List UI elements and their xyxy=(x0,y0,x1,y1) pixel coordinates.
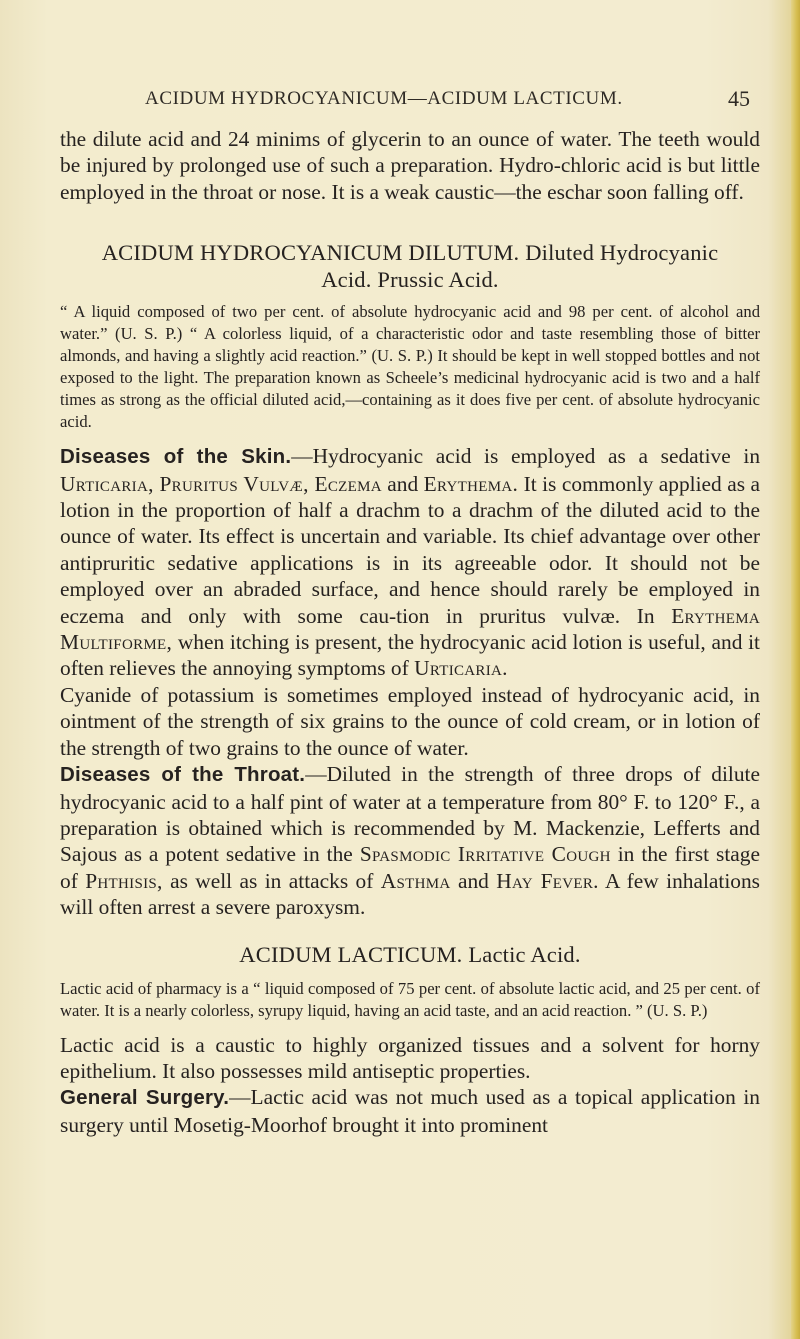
subheading-throat: Diseases of the Throat. xyxy=(60,763,306,787)
lactic-pharmacopoeia-note: Lactic acid of pharmacy is a “ liquid composed of 75 per cent. of absolute lactic acid, and 25 per cent. of water. It is a nearly colorless, syrupy liquid, having an acid taste, and an acid reaction. ” (U. S. P.) xyxy=(60,978,760,1020)
throat-diseases-paragraph xyxy=(60,761,760,920)
lactic-paragraph: Lactic acid is a caustic to highly organized tissues and a solvent for horny epithelium. It also possesses mild antiseptic properties. xyxy=(60,1032,760,1083)
section-title-line: Acid. Prussic Acid. xyxy=(321,267,499,293)
text-run: —Hydrocyanic acid is employed as a sedative in xyxy=(291,444,761,469)
page-edge xyxy=(791,0,800,1339)
skin-diseases-paragraph xyxy=(60,443,760,682)
section-title-lactic: ACIDUM LACTICUM. Lactic Acid. xyxy=(239,941,581,967)
term-conditions: Urticaria, Pruritus Vulvæ, Eczema xyxy=(60,471,382,496)
text-run: when itching is present, the hydrocyanic acid lotion is useful, and it often relieves the annoying symptoms of xyxy=(60,630,760,681)
term-urticaria: Urticaria. xyxy=(414,656,508,681)
term-erythema: Erythema. xyxy=(423,471,519,496)
text-run: and xyxy=(450,868,497,893)
section-title-hydrocyanic xyxy=(60,239,760,293)
page-number: 45 xyxy=(728,86,750,111)
page-header xyxy=(60,88,750,114)
section-title-line: ACIDUM HYDROCYANICUM DILUTUM. Diluted Hydrocyanic xyxy=(101,240,719,266)
term-spasmodic-cough: Spasmodic Irritative Cough xyxy=(359,842,611,867)
text-run: as well as in attacks of xyxy=(162,868,381,893)
text-run: It is commonly applied as a lotion in the proportion of half a drachm to a drachm of the diluted acid to the ounce of water. Its effect is uncertain and variable. Its chief advantage over other antipruritic sedative applications is in its agreeable odor. It should not be employed over an abraded surface, and hence should rarely be employed in eczema and only with some cau-tion in pruritus vulvæ. In xyxy=(60,471,760,628)
text-run: A few inhalations will often arrest a severe paroxysm. xyxy=(60,868,760,920)
cyanide-paragraph: Cyanide of potassium is sometimes employed instead of hydrocyanic acid, in ointment of the strength of six grains to the ounce of cold cream, or in lotion of the strength of two grains to the ounce of water. xyxy=(60,682,760,760)
term-phthisis: Phthisis, xyxy=(85,868,163,893)
hydrocyanic-pharmacopoeia-note: “ A liquid composed of two per cent. of absolute hydrocyanic acid and 98 per cent. of alcohol and water.” (U. S. P.) “ A colorless liquid, of a characteristic odor and taste resembling those of bitter almonds, and having a slightly acid reaction.” (U. S. P.) It should be kept in well stopped bottles and not exposed to the light. The preparation known as Scheele’s medicinal hydrocyanic acid is two and a half times as strong as the official diluted acid,—containing as it does five per cent. of absolute hydrocyanic acid. xyxy=(60,302,760,432)
page-body xyxy=(60,126,760,1138)
general-surgery-paragraph xyxy=(60,1084,760,1138)
term-hay-fever: Hay Fever. xyxy=(496,868,599,893)
running-head: ACIDUM HYDROCYANICUM—ACIDUM LACTICUM. xyxy=(145,88,623,109)
intro-paragraph: the dilute acid and 24 minims of glycerin to an ounce of water. The teeth would be injured by prolonged use of such a preparation. Hydro-chloric acid is but little employed in the throat or nose. It is a weak caustic—the eschar soon falling off. xyxy=(60,127,760,204)
term-asthma: Asthma xyxy=(380,868,451,893)
subheading-surgery: General Surgery. xyxy=(60,1086,230,1110)
text-run: in the first stage of xyxy=(60,842,760,893)
text-run: —Lactic acid was not much used as a topical application in surgery until Mosetig-Moorhof brought it into prominent xyxy=(60,1085,760,1137)
text-run: and xyxy=(381,471,424,496)
term-erythema-multiforme: Erythema Multiforme, xyxy=(60,603,760,655)
text-run: —Diluted in the strength of three drops of dilute hydrocyanic acid to a half pint of water at a temperature from 80° F. to 120° F., a preparation is obtained which is recommended by M. Mackenzie, Lefferts and Sajous as a potent sedative in the xyxy=(60,762,760,867)
subheading-skin: Diseases of the Skin. xyxy=(60,445,292,469)
